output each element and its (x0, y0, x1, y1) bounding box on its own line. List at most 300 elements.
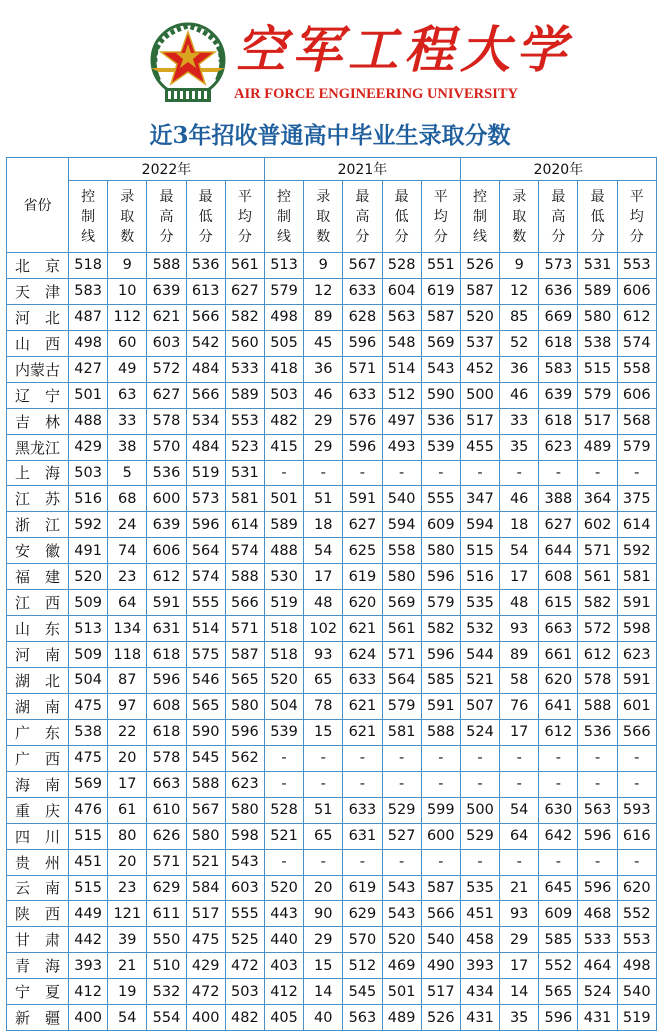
score-cell: 501 (264, 486, 303, 512)
score-cell: 529 (460, 823, 499, 849)
air-force-emblem-icon (147, 22, 229, 106)
score-cell: 603 (147, 330, 186, 356)
score-cell: 573 (539, 253, 578, 279)
score-cell: 578 (578, 668, 617, 694)
score-cell: 583 (69, 278, 108, 304)
sub-header-char: 线 (277, 228, 292, 245)
score-cell: 641 (539, 693, 578, 719)
score-cell: 572 (578, 616, 617, 642)
score-cell: 601 (617, 693, 656, 719)
score-cell: 584 (186, 875, 225, 901)
score-cell: 571 (225, 616, 264, 642)
score-cell: 592 (69, 512, 108, 538)
score-cell: 608 (147, 693, 186, 719)
score-cell: 112 (108, 304, 147, 330)
score-cell: 606 (617, 278, 656, 304)
province-cell: 广西 (7, 745, 69, 771)
sub-header-admitted-count (500, 181, 539, 253)
score-cell: 526 (460, 253, 499, 279)
score-cell: 520 (264, 668, 303, 694)
score-cell: 567 (343, 253, 382, 279)
table-row (7, 823, 657, 849)
score-cell: - (304, 771, 343, 797)
score-cell: 529 (382, 797, 421, 823)
score-cell: 596 (147, 668, 186, 694)
score-cell: 631 (147, 616, 186, 642)
score-cell: 633 (343, 278, 382, 304)
sub-header-min-score (382, 181, 421, 253)
score-cell: 17 (304, 564, 343, 590)
sub-header-char: 录 (316, 188, 331, 205)
score-cell: 627 (147, 382, 186, 408)
score-cell: 498 (69, 330, 108, 356)
score-cell: 54 (108, 1005, 147, 1031)
sub-header-max-score (343, 181, 382, 253)
score-cell: 514 (186, 616, 225, 642)
score-cell: 15 (304, 719, 343, 745)
sub-header-char: 最 (394, 188, 409, 205)
score-cell: 18 (304, 512, 343, 538)
score-cell: 513 (69, 616, 108, 642)
score-cell: 531 (225, 460, 264, 486)
score-cell: 627 (343, 512, 382, 538)
score-cell: 596 (343, 330, 382, 356)
table-row (7, 382, 657, 408)
score-cell: 36 (304, 356, 343, 382)
province-cell: 北京 (7, 253, 69, 279)
score-cell: 500 (460, 797, 499, 823)
score-cell: 571 (343, 356, 382, 382)
score-cell: 544 (460, 642, 499, 668)
score-cell: 560 (225, 330, 264, 356)
table-body (7, 253, 657, 1031)
sub-header-row (7, 181, 657, 253)
score-cell: 542 (186, 330, 225, 356)
sub-header-char: 最 (551, 188, 566, 205)
score-cell: 45 (304, 330, 343, 356)
table-row (7, 278, 657, 304)
score-cell: 415 (264, 434, 303, 460)
sub-header-char: 分 (237, 228, 252, 245)
score-cell: 561 (578, 564, 617, 590)
score-cell: 631 (343, 823, 382, 849)
score-cell: 521 (460, 668, 499, 694)
score-cell: 570 (147, 434, 186, 460)
score-cell: - (460, 771, 499, 797)
score-cell: 504 (69, 668, 108, 694)
score-cell: 540 (617, 979, 656, 1005)
score-cell: 543 (382, 875, 421, 901)
score-cell: 574 (617, 330, 656, 356)
score-cell: - (460, 745, 499, 771)
score-cell: 621 (343, 616, 382, 642)
score-cell: 93 (500, 616, 539, 642)
score-cell: 54 (500, 797, 539, 823)
score-cell: - (343, 460, 382, 486)
score-cell: 507 (460, 693, 499, 719)
score-cell: 535 (460, 590, 499, 616)
score-cell: 46 (304, 382, 343, 408)
score-cell: 469 (382, 953, 421, 979)
score-cell: 531 (578, 253, 617, 279)
score-cell: 587 (225, 642, 264, 668)
sub-header-char: 分 (590, 228, 605, 245)
score-cell: 554 (147, 1005, 186, 1031)
score-cell: 523 (225, 434, 264, 460)
score-cell: 52 (500, 330, 539, 356)
score-cell: 449 (69, 901, 108, 927)
province-cell: 江西 (7, 590, 69, 616)
score-cell: 538 (69, 719, 108, 745)
sub-header-char: 平 (237, 188, 252, 205)
score-cell: 17 (108, 771, 147, 797)
score-cell: 491 (69, 538, 108, 564)
score-cell: 534 (186, 408, 225, 434)
province-cell: 陕西 (7, 901, 69, 927)
score-cell: 620 (617, 875, 656, 901)
score-cell: 51 (304, 486, 343, 512)
score-cell: 393 (460, 953, 499, 979)
score-cell: 36 (500, 356, 539, 382)
score-cell: 591 (617, 590, 656, 616)
score-cell: 603 (225, 875, 264, 901)
score-cell: - (500, 849, 539, 875)
score-cell: 582 (578, 590, 617, 616)
score-cell: 596 (421, 642, 460, 668)
score-cell: 15 (304, 953, 343, 979)
score-cell: 517 (578, 408, 617, 434)
province-cell: 天津 (7, 278, 69, 304)
score-cell: 591 (343, 486, 382, 512)
sub-header-char: 控 (473, 188, 487, 205)
score-cell: 587 (421, 875, 460, 901)
table-row (7, 953, 657, 979)
score-cell: - (578, 460, 617, 486)
score-cell: 548 (382, 330, 421, 356)
score-cell: 464 (578, 953, 617, 979)
score-cell: - (500, 745, 539, 771)
score-cell: 580 (382, 564, 421, 590)
score-cell: 583 (539, 356, 578, 382)
score-cell: 611 (147, 901, 186, 927)
score-cell: 565 (186, 693, 225, 719)
sub-header-char: 数 (316, 228, 331, 245)
score-cell: 582 (421, 616, 460, 642)
score-cell: 93 (304, 642, 343, 668)
sub-header-char: 数 (120, 228, 135, 245)
score-cell: 563 (343, 1005, 382, 1031)
score-cell: 46 (500, 486, 539, 512)
score-cell: 493 (382, 434, 421, 460)
year-header-2020: 2020年 (460, 158, 656, 181)
score-cell: 639 (539, 382, 578, 408)
score-cell: 517 (460, 408, 499, 434)
sub-header-avg-score (225, 181, 264, 253)
score-cell: 609 (421, 512, 460, 538)
score-cell: 20 (108, 849, 147, 875)
score-cell: 12 (500, 278, 539, 304)
score-cell: 503 (225, 979, 264, 1005)
sub-header-char: 分 (433, 228, 448, 245)
sub-header-char: 控 (81, 188, 96, 205)
sub-header-char: 分 (198, 228, 213, 245)
score-cell: 575 (186, 642, 225, 668)
score-cell: 90 (304, 901, 343, 927)
score-cell: 526 (421, 1005, 460, 1031)
score-cell: 596 (186, 512, 225, 538)
score-cell: 608 (539, 564, 578, 590)
score-cell: 102 (304, 616, 343, 642)
table-row (7, 693, 657, 719)
sub-header-char: 高 (159, 208, 174, 225)
score-cell: 12 (304, 278, 343, 304)
score-cell: 14 (304, 979, 343, 1005)
score-cell: 540 (421, 927, 460, 953)
score-cell: 400 (69, 1005, 108, 1031)
table-row (7, 668, 657, 694)
score-cell: 582 (225, 304, 264, 330)
sub-header-control-line (460, 181, 499, 253)
sub-header-char: 数 (512, 228, 527, 245)
score-cell: 65 (304, 823, 343, 849)
score-cell: 472 (186, 979, 225, 1005)
score-cell: 54 (500, 538, 539, 564)
province-cell: 山东 (7, 616, 69, 642)
score-cell: 602 (578, 512, 617, 538)
score-cell: 593 (617, 797, 656, 823)
score-cell: 569 (382, 590, 421, 616)
score-cell: 579 (578, 382, 617, 408)
score-cell: 564 (382, 668, 421, 694)
score-cell: 536 (421, 408, 460, 434)
sub-header-char: 分 (629, 228, 644, 245)
table-row (7, 642, 657, 668)
score-cell: 591 (147, 590, 186, 616)
score-cell: 571 (578, 538, 617, 564)
score-cell: 578 (147, 408, 186, 434)
score-cell: 621 (343, 719, 382, 745)
score-cell: 76 (500, 693, 539, 719)
province-cell: 辽宁 (7, 382, 69, 408)
score-cell: 21 (500, 875, 539, 901)
province-cell: 湖北 (7, 668, 69, 694)
province-cell: 湖南 (7, 693, 69, 719)
score-cell: 87 (108, 668, 147, 694)
score-cell: 636 (539, 278, 578, 304)
province-cell: 云南 (7, 875, 69, 901)
score-cell: 121 (108, 901, 147, 927)
score-cell: - (539, 849, 578, 875)
sub-header-char: 最 (590, 188, 605, 205)
score-cell: 33 (500, 408, 539, 434)
score-cell: - (460, 460, 499, 486)
sub-header-char: 录 (120, 188, 135, 205)
score-cell: 440 (264, 927, 303, 953)
score-cell: 451 (460, 901, 499, 927)
score-cell: 616 (617, 823, 656, 849)
score-cell: 553 (617, 253, 656, 279)
score-cell: 412 (264, 979, 303, 1005)
score-cell: 518 (69, 253, 108, 279)
score-cell: 579 (617, 434, 656, 460)
score-cell: 29 (304, 927, 343, 953)
score-cell: 14 (500, 979, 539, 1005)
table-row (7, 901, 657, 927)
score-cell: 642 (539, 823, 578, 849)
score-cell: 39 (108, 927, 147, 953)
score-cell: 515 (69, 875, 108, 901)
score-cell: - (539, 771, 578, 797)
score-cell: 630 (539, 797, 578, 823)
score-cell: 558 (617, 356, 656, 382)
score-cell: 364 (578, 486, 617, 512)
score-cell: 588 (578, 693, 617, 719)
score-cell: 576 (343, 408, 382, 434)
score-cell: 563 (578, 797, 617, 823)
score-cell: 520 (382, 927, 421, 953)
score-cell: 515 (460, 538, 499, 564)
score-cell: 521 (264, 823, 303, 849)
sub-header-avg-score (421, 181, 460, 253)
province-cell: 宁夏 (7, 979, 69, 1005)
score-cell: 451 (69, 849, 108, 875)
score-cell: 589 (225, 382, 264, 408)
score-cell: 581 (225, 486, 264, 512)
score-cell: 614 (225, 512, 264, 538)
score-cell: 80 (108, 823, 147, 849)
score-cell: 468 (578, 901, 617, 927)
score-cell: 564 (186, 538, 225, 564)
score-cell: 24 (108, 512, 147, 538)
score-cell: - (382, 849, 421, 875)
score-cell: 518 (264, 642, 303, 668)
score-cell: 498 (264, 304, 303, 330)
sub-header-char: 分 (159, 228, 174, 245)
score-cell: 442 (69, 927, 108, 953)
sub-header-char: 低 (394, 208, 409, 225)
score-cell: 482 (264, 408, 303, 434)
score-cell: 533 (578, 927, 617, 953)
score-cell: 512 (382, 382, 421, 408)
score-cell: 580 (225, 797, 264, 823)
score-cell: 533 (225, 356, 264, 382)
score-cell: 521 (186, 849, 225, 875)
score-cell: 619 (343, 564, 382, 590)
score-cell: 552 (539, 953, 578, 979)
score-cell: 618 (147, 642, 186, 668)
score-cell: 627 (539, 512, 578, 538)
sub-header-char: 平 (433, 188, 448, 205)
score-cell: 566 (617, 719, 656, 745)
score-cell: 613 (186, 278, 225, 304)
score-cell: 585 (421, 668, 460, 694)
score-cell: 628 (343, 304, 382, 330)
province-cell: 浙江 (7, 512, 69, 538)
score-cell: 10 (108, 278, 147, 304)
score-cell: 589 (578, 278, 617, 304)
score-cell: 23 (108, 875, 147, 901)
score-cell: 645 (539, 875, 578, 901)
score-cell: 9 (500, 253, 539, 279)
sub-header-char: 低 (590, 208, 605, 225)
score-cell: 64 (500, 823, 539, 849)
province-cell: 重庆 (7, 797, 69, 823)
score-cell: 29 (500, 927, 539, 953)
page-header (0, 0, 660, 118)
score-cell: 519 (264, 590, 303, 616)
score-cell: 498 (617, 953, 656, 979)
score-cell: 620 (343, 590, 382, 616)
score-cell: 623 (617, 642, 656, 668)
table-row (7, 719, 657, 745)
score-cell: 569 (421, 330, 460, 356)
score-cell: 621 (343, 693, 382, 719)
score-cell: 455 (460, 434, 499, 460)
score-cell: - (421, 849, 460, 875)
table-row (7, 979, 657, 1005)
score-cell: 545 (343, 979, 382, 1005)
score-cell: 85 (500, 304, 539, 330)
table-row (7, 538, 657, 564)
score-cell: 663 (539, 616, 578, 642)
score-cell: 572 (147, 356, 186, 382)
score-cell: 618 (539, 408, 578, 434)
province-cell: 广东 (7, 719, 69, 745)
score-cell: - (304, 745, 343, 771)
score-cell: 472 (225, 953, 264, 979)
score-cell: 580 (186, 823, 225, 849)
score-cell: 567 (186, 797, 225, 823)
score-cell: - (578, 849, 617, 875)
score-cell: 500 (460, 382, 499, 408)
score-cell: 612 (578, 642, 617, 668)
score-cell: 489 (382, 1005, 421, 1031)
score-cell: 405 (264, 1005, 303, 1031)
score-cell: 633 (343, 382, 382, 408)
province-cell: 内蒙古 (7, 356, 69, 382)
table-row (7, 797, 657, 823)
sub-header-admitted-count (304, 181, 343, 253)
score-cell: 520 (264, 875, 303, 901)
score-cell: - (343, 771, 382, 797)
score-cell: 20 (108, 745, 147, 771)
score-cell: 501 (69, 382, 108, 408)
score-cell: 561 (382, 616, 421, 642)
table-row (7, 356, 657, 382)
score-cell: 596 (421, 564, 460, 590)
score-cell: 579 (421, 590, 460, 616)
score-cell: 29 (304, 434, 343, 460)
score-cell: 639 (147, 512, 186, 538)
sub-header-char: 制 (277, 208, 292, 225)
score-cell: 524 (460, 719, 499, 745)
table-row (7, 486, 657, 512)
sub-header-char: 分 (355, 228, 370, 245)
score-cell: 475 (186, 927, 225, 953)
sub-header-char: 线 (81, 228, 96, 245)
score-cell: 452 (460, 356, 499, 382)
score-cell: 509 (69, 642, 108, 668)
score-cell: 505 (264, 330, 303, 356)
year-header-2022: 2022年 (69, 158, 265, 181)
score-cell: 51 (304, 797, 343, 823)
score-cell: 49 (108, 356, 147, 382)
score-cell: 532 (147, 979, 186, 1005)
score-cell: 624 (343, 642, 382, 668)
score-cell: 19 (108, 979, 147, 1005)
score-cell: 588 (147, 253, 186, 279)
score-cell: 552 (617, 901, 656, 927)
